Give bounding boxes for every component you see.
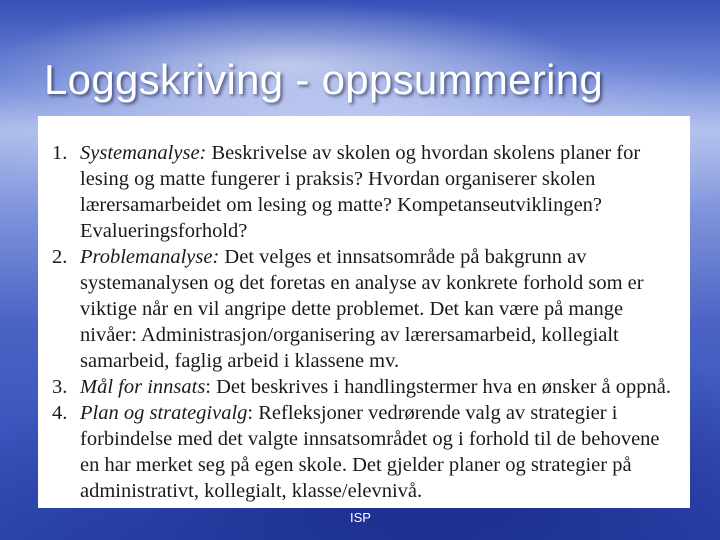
item-term: Systemanalyse: (80, 142, 207, 164)
list-item (52, 140, 682, 244)
item-list (52, 140, 682, 504)
content-panel (38, 116, 690, 508)
item-description: Beskrivelse av skolen og hvordan skolens planer for lesing og matte fungerer i praksis? Hvordan organiserer skolen lærersamarbeidet om lesing og matte? Kompetanseutviklingen? Evalueringsforhold? (80, 142, 641, 242)
item-term: Plan og strategivalg (80, 402, 248, 424)
list-item (52, 244, 682, 374)
item-term: Problemanalyse: (80, 246, 220, 268)
item-number: 3. (52, 376, 68, 398)
list-item (52, 374, 682, 400)
item-text (80, 244, 682, 374)
item-text (80, 400, 682, 504)
footer-text: ISP (350, 510, 371, 525)
item-number: 4. (52, 402, 68, 424)
item-description: : Det beskrives i handlingstermer hva en ønsker å oppnå. (205, 376, 671, 398)
list-item (52, 400, 682, 504)
item-description: : Refleksjoner vedrørende valg av strategier i forbindelse med det valgte innsatsområdet og i forhold til de behovene en har merket seg på egen skole. Det gjelder planer og strategier på administrativt, kollegialt, klasse/elevnivå. (80, 402, 660, 502)
item-number: 1. (52, 142, 68, 164)
item-term: Mål for innsats (80, 376, 206, 398)
item-description: Det velges et innsatsområde på bakgrunn av systemanalysen og det foretas en analyse av konkrete forhold som er viktige når en vil angripe dette problemet. Det kan være på mange nivåer: Administrasjon/organisering av lærersamarbeid, kollegialt samarbeid, faglig arbeid i klassene mv. (80, 246, 644, 372)
item-text (80, 374, 682, 400)
slide-title: Loggskriving - oppsummering (44, 56, 604, 103)
item-number: 2. (52, 246, 68, 268)
item-text (80, 140, 682, 244)
